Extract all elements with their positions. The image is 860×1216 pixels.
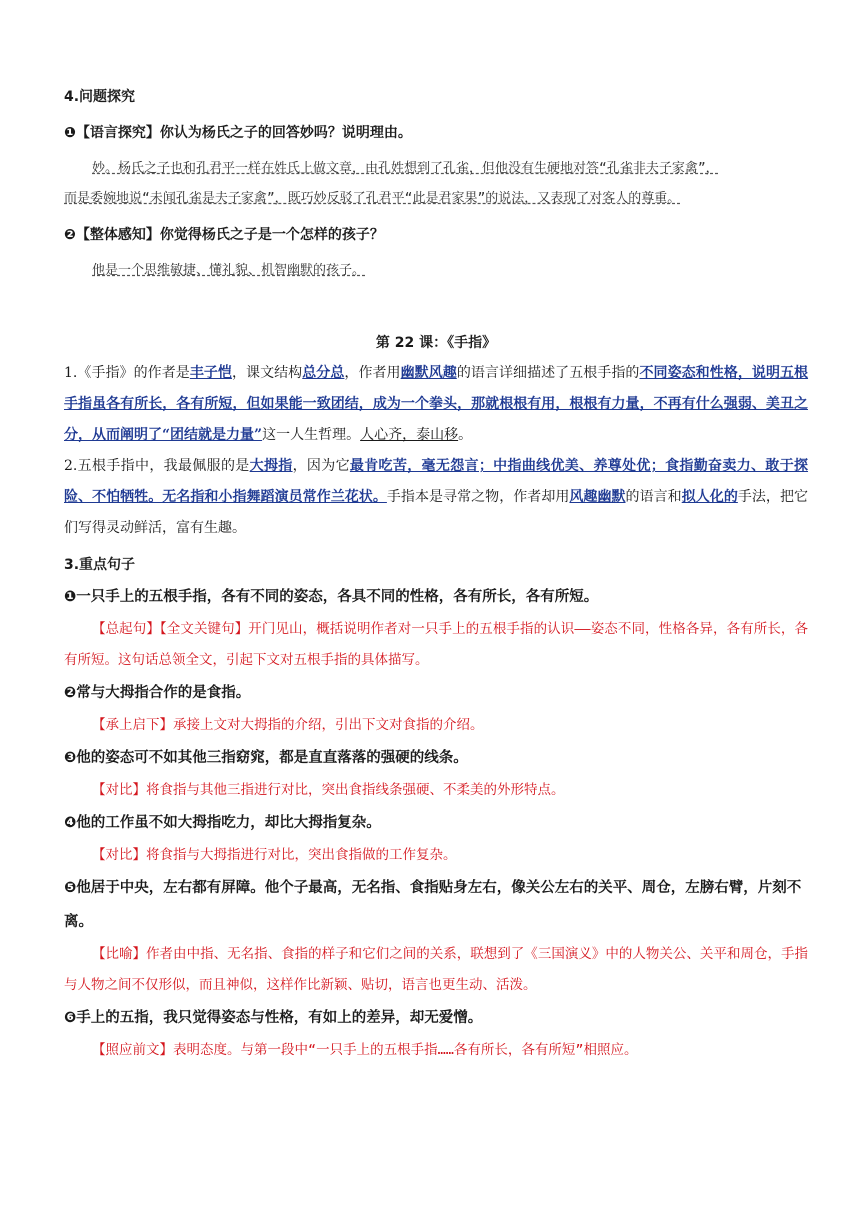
p2-text-3: 手指本是寻常之物，作者却用 <box>386 489 570 505</box>
p2-text-2: ，因为它 <box>292 458 350 474</box>
p1-proverb: 人心齐，泰山移 <box>360 427 459 443</box>
p2-blank-reason: 最肯吃苦，毫无怨言；中指曲线优美、养尊处优；食指勤奋卖力、敢于探险、不怕牺牲。无名指和小指舞蹈演员常作兰花状。 <box>64 458 809 505</box>
p1-text-4: 的语言详细描述了五根手指的 <box>456 365 640 381</box>
paragraph-1 <box>64 358 808 451</box>
p2-blank-thumb: 大拇指 <box>249 458 293 474</box>
p2-text-1: 2.五根手指中，我最佩服的是 <box>64 458 250 474</box>
p1-blank-theme: 不同姿态和性格，说明五根手指虽各有所长，各有所短，但如果能一致团结，成为一个拳头，那就根根有用，根根有力量，不再有什么强弱、美丑之分，从而阐明了“团结就是力量” <box>64 365 809 443</box>
key-sentence-4: ❹他的工作虽不如大拇指吃力，却比大拇指复杂。 <box>64 815 381 831</box>
key-sentence-2-note: 【承上启下】承接上文对大拇指的介绍，引出下文对食指的介绍。 <box>92 717 484 733</box>
key-sentence-6-note: 【照应前文】表明态度。与第一段中“一只手上的五根手指……各有所长，各有所短”相照应。 <box>92 1042 638 1058</box>
p2-text-4: 的语言和 <box>625 489 682 505</box>
p1-text-2: ，课文结构 <box>231 365 303 381</box>
answer-2: 他是一个思维敏捷、懂礼貌、机智幽默的孩子。 <box>92 263 366 278</box>
key-sentence-1: ❶一只手上的五根手指，各有不同的姿态，各具不同的性格，各有所长，各有所短。 <box>64 589 599 605</box>
question-1: ❶【语言探究】你认为杨氏之子的回答妙吗？说明理由。 <box>64 125 412 141</box>
key-sentence-3-note: 【对比】将食指与其他三指进行对比，突出食指线条强硬、不柔美的外形特点。 <box>92 782 565 798</box>
p1-text-3: ，作者用 <box>344 365 401 381</box>
key-sentence-1-note: 【总起句】【全文关键句】开门见山，概括说明作者对一只手上的五根手指的认识——姿态不同，性格各异，各有所长，各有所短。这句话总领全文，引起下文对五根手指的具体描写。 <box>64 621 808 668</box>
document-page <box>64 82 808 1066</box>
p1-blank-style: 幽默风趣 <box>400 365 457 381</box>
answer-1-line-1: 妙。杨氏之子也和孔君平一样在姓氏上做文章，由孔姓想到了孔雀，但他没有生硬地对答“孔雀非夫子家禽”， <box>92 161 719 176</box>
lesson-title: 第 22 课：《手指》 <box>375 335 497 351</box>
p1-text-1: 1.《手指》的作者是 <box>64 365 190 381</box>
key-sentence-5: ❺他居于中央，左右都有屏障。他个子最高，无名指、食指贴身左右，像关公左右的关平、周仓，左膀右臂，片刻不离。 <box>64 880 802 930</box>
key-sentence-4-note: 【对比】将食指与大拇指进行对比，突出食指做的工作复杂。 <box>92 847 457 863</box>
p1-blank-structure: 总分总 <box>302 365 345 381</box>
paragraph-2 <box>64 451 808 544</box>
p1-text-6: 。 <box>458 427 473 443</box>
answer-1-line-2: 而是委婉地说“未闻孔雀是夫子家禽”，既巧妙反驳了孔君平“此是君家果”的说法，又表现了对客人的尊重。 <box>64 191 681 206</box>
p1-text-5: 这一人生哲理。 <box>262 427 361 443</box>
key-sentences-heading: 3.重点句子 <box>64 557 136 573</box>
key-sentence-2: ❷常与大拇指合作的是食指。 <box>64 685 251 701</box>
question-2: ❷【整体感知】你觉得杨氏之子是一个怎样的孩子？ <box>64 227 384 243</box>
p1-blank-author: 丰子恺 <box>189 365 232 381</box>
section-heading: 4.问题探究 <box>64 89 136 105</box>
p2-blank-language: 风趣幽默 <box>569 489 626 505</box>
p2-blank-technique: 拟人化的 <box>681 489 738 505</box>
key-sentence-3: ❸他的姿态可不如其他三指窈窕，都是直直落落的强硬的线条。 <box>64 750 468 766</box>
p2-text-5: 手法，把它们写得灵动鲜活，富有生趣。 <box>64 489 809 536</box>
key-sentence-6: ❻手上的五指，我只觉得姿态与性格，有如上的差异，却无爱憎。 <box>64 1010 483 1026</box>
key-sentence-5-note: 【比喻】作者由中指、无名指、食指的样子和它们之间的关系，联想到了《三国演义》中的人物关公、关平和周仓，手指与人物之间不仅形似，而且神似，这样作比新颖、贴切，语言也更生动、活泼。 <box>64 946 808 993</box>
